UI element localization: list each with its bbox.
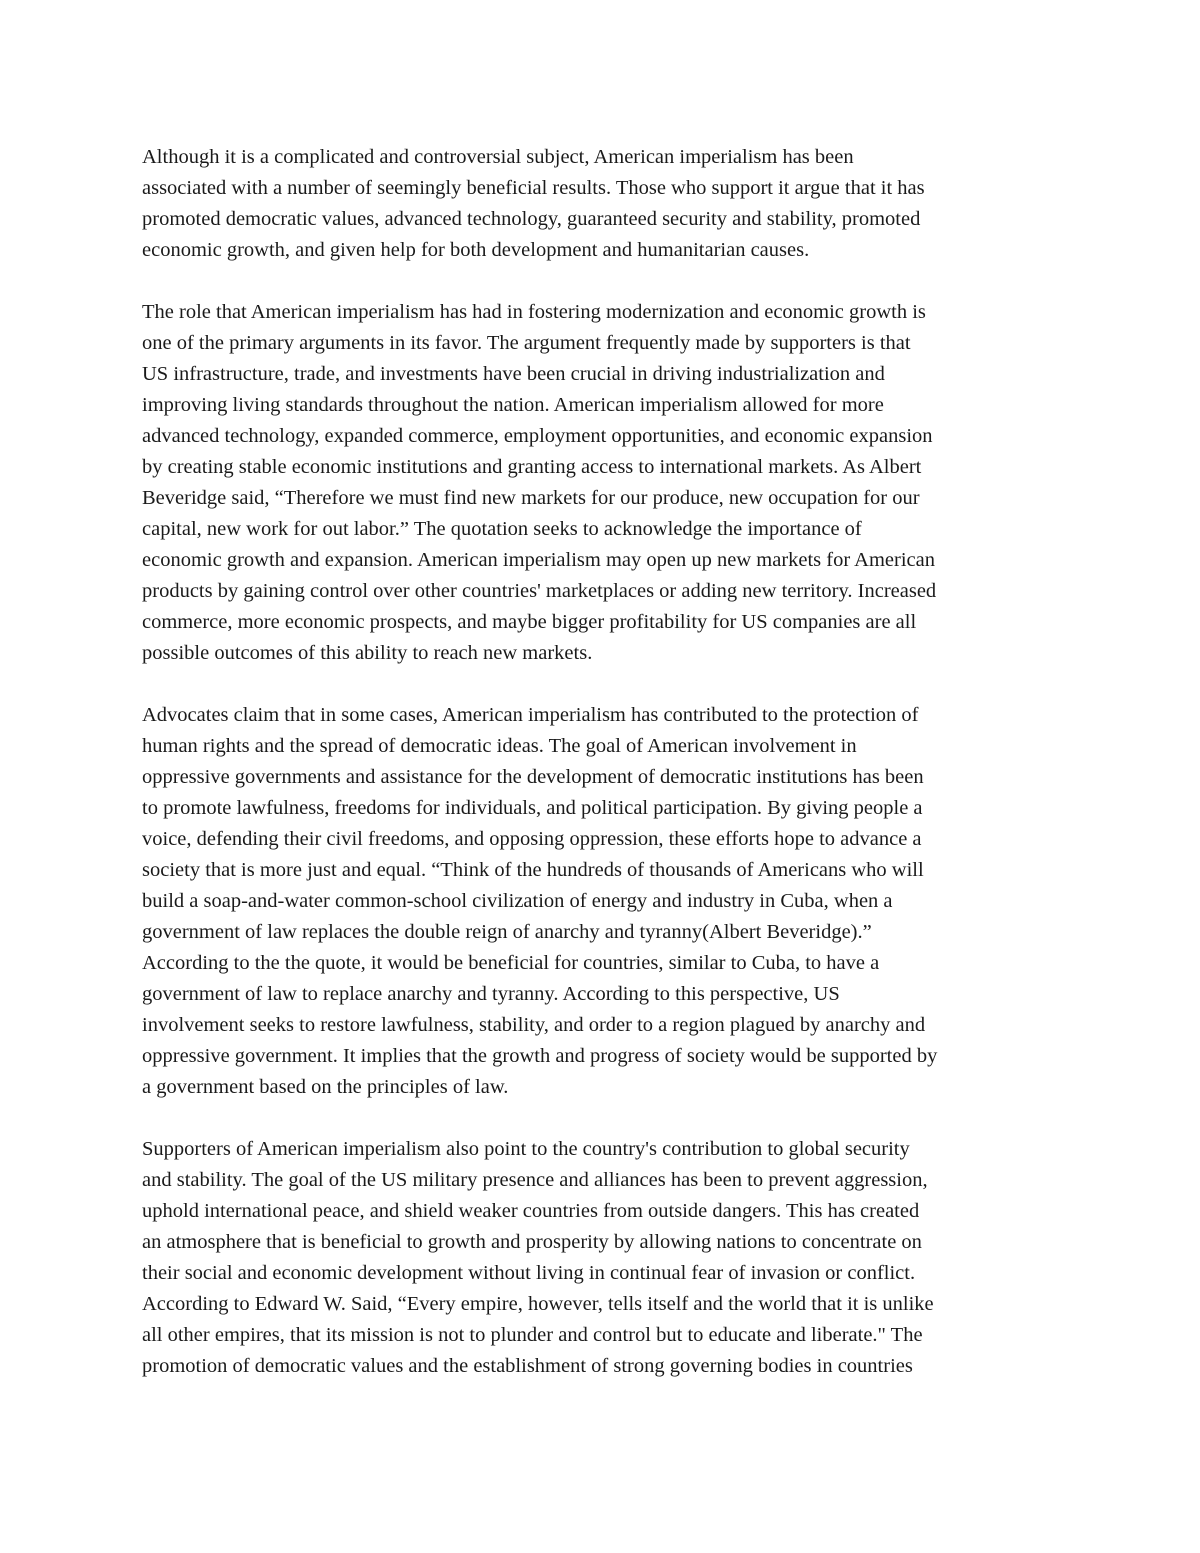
text-line: Supporters of American imperialism also point to the country's contribution to global security [142,1138,910,1160]
text-line: advanced technology, expanded commerce, employment opportunities, and economic expansion [142,425,933,447]
paragraph-3 [142,700,1062,1103]
text-line: possible outcomes of this ability to reach new markets. [142,642,593,664]
text-line: their social and economic development without living in continual fear of invasion or conflict. [142,1262,916,1284]
text-line: promoted democratic values, advanced technology, guaranteed security and stability, promoted [142,208,921,230]
text-line: According to the the quote, it would be beneficial for countries, similar to Cuba, to have a [142,952,880,974]
text-line: capital, new work for out labor.” The quotation seeks to acknowledge the importance of [142,518,862,540]
text-line: oppressive governments and assistance for the development of democratic institutions has been [142,766,924,788]
text-line: Advocates claim that in some cases, American imperialism has contributed to the protection of [142,704,919,726]
text-line: by creating stable economic institutions and granting access to international markets. As Albert [142,456,922,478]
text-line: build a soap-and-water common-school civilization of energy and industry in Cuba, when a [142,890,893,912]
text-line: Although it is a complicated and controversial subject, American imperialism has been [142,146,854,168]
text-line: associated with a number of seemingly beneficial results. Those who support it argue that it has [142,177,925,199]
text-line: improving living standards throughout the nation. American imperialism allowed for more [142,394,884,416]
text-line: government of law to replace anarchy and tyranny. According to this perspective, US [142,983,840,1005]
text-line: products by gaining control over other countries' marketplaces or adding new territory. Increased [142,580,937,602]
text-line: a government based on the principles of law. [142,1076,509,1098]
text-line: economic growth, and given help for both development and humanitarian causes. [142,239,810,261]
text-line: involvement seeks to restore lawfulness, stability, and order to a region plagued by anarchy and [142,1014,926,1036]
text-line: to promote lawfulness, freedoms for individuals, and political participation. By giving people a [142,797,923,819]
text-line: US infrastructure, trade, and investments have been crucial in driving industrialization and [142,363,885,385]
text-line: According to Edward W. Said, “Every empire, however, tells itself and the world that it is unlike [142,1293,934,1315]
text-line: The role that American imperialism has had in fostering modernization and economic growth is [142,301,926,323]
text-line: commerce, more economic prospects, and maybe bigger profitability for US companies are all [142,611,917,633]
document-body [142,142,1062,1413]
text-line: human rights and the spread of democratic ideas. The goal of American involvement in [142,735,857,757]
text-line: society that is more just and equal. “Think of the hundreds of thousands of Americans who will [142,859,924,881]
text-line: oppressive government. It implies that the growth and progress of society would be supported by [142,1045,938,1067]
text-line: all other empires, that its mission is not to plunder and control but to educate and liberate." The [142,1324,923,1346]
text-line: one of the primary arguments in its favor. The argument frequently made by supporters is that [142,332,911,354]
text-line: Beveridge said, “Therefore we must find new markets for our produce, new occupation for our [142,487,920,509]
text-line: and stability. The goal of the US military presence and alliances has been to prevent aggression, [142,1169,928,1191]
paragraph-4 [142,1134,1062,1382]
text-line: promotion of democratic values and the establishment of strong governing bodies in countries [142,1355,913,1377]
paragraph-2 [142,297,1062,669]
text-line: an atmosphere that is beneficial to growth and prosperity by allowing nations to concentrate on [142,1231,922,1253]
text-line: uphold international peace, and shield weaker countries from outside dangers. This has created [142,1200,920,1222]
paragraph-1 [142,142,1062,266]
text-line: voice, defending their civil freedoms, and opposing oppression, these efforts hope to advance a [142,828,922,850]
text-line: economic growth and expansion. American imperialism may open up new markets for American [142,549,936,571]
text-line: government of law replaces the double reign of anarchy and tyranny(Albert Beveridge).” [142,921,872,943]
